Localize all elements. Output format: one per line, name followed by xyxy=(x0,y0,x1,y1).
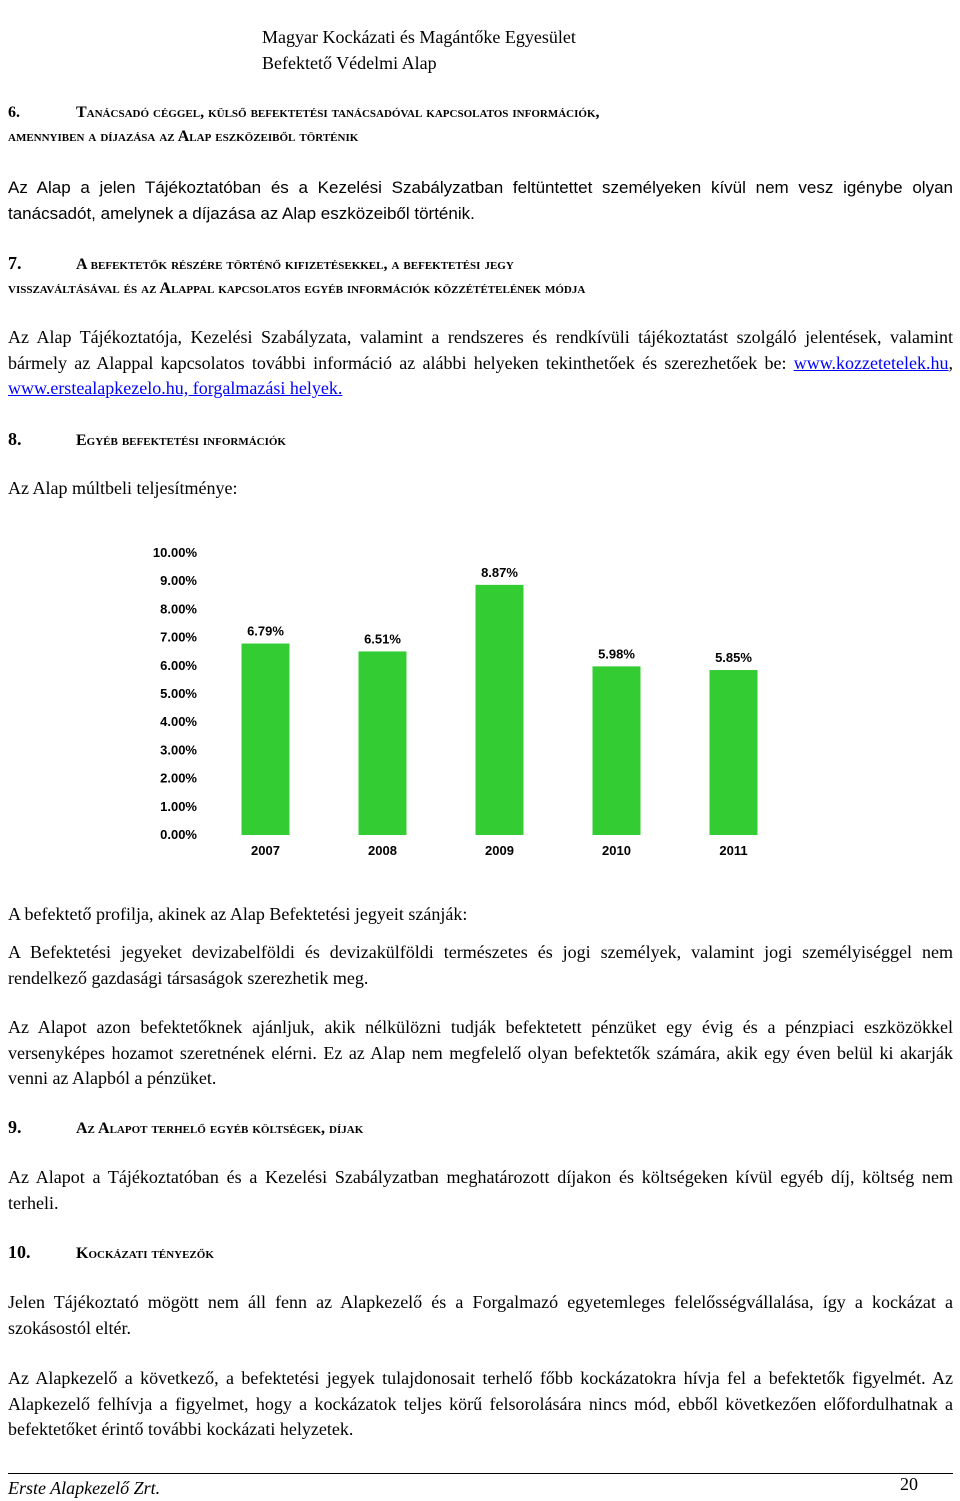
section-7-title-line1: A befektetők részére történő kifizetésekkel, a befektetési jegy xyxy=(76,256,514,273)
performance-label: Az Alap múltbeli teljesítménye: xyxy=(8,478,238,498)
section-9-heading xyxy=(8,1115,953,1141)
bar-2008 xyxy=(359,651,407,835)
section-10-heading xyxy=(8,1240,953,1266)
section-7-title-line2: visszaváltásával és az Alappal kapcsolatos egyéb információk közzétételének módja xyxy=(8,280,586,297)
investor-profile-paragraph-2: Az Alapot azon befektetőknek ajánljuk, akik nélkülözni tudják befektetett pénzüket egy évig és a pénzpiaci eszközökkel versenyképes hozamot szeretnének elérni. Ez az Alap nem megfelelő olyan befektetők számára, akik egy éven belül ki akarják venni az Alapból a pénzüket. xyxy=(8,1017,953,1088)
section-8-number: 8. xyxy=(8,429,22,449)
section-10-paragraph-1: Jelen Tájékoztató mögött nem áll fenn az Alapkezelő és a Forgalmazó egyetemleges felelősségvállalása, így a kockázat a szokásostól eltér. xyxy=(8,1292,953,1338)
section-7-body-text: Az Alap Tájékoztatója, Kezelési Szabályzata, valamint a rendszeres és rendkívüli tájékoztatást szolgáló jelentések, valamint bármely az Alappal kapcsolatos további információ az alábbi helyeken tekinthetőek és szerezhetőek be: xyxy=(8,327,953,373)
y-tick-label: 2.00% xyxy=(160,770,197,786)
bar-2007 xyxy=(242,644,290,835)
header-subtitle: Befektető Védelmi Alap xyxy=(262,53,437,73)
y-tick-label: 3.00% xyxy=(160,742,197,758)
x-tick-label-2009: 2009 xyxy=(485,843,514,858)
section-7-heading xyxy=(8,251,953,301)
data-label-2008: 6.51% xyxy=(364,631,401,647)
page-number: 20 xyxy=(900,1474,918,1494)
y-tick-label: 0.00% xyxy=(160,827,197,842)
data-label-2011: 5.85% xyxy=(715,650,752,666)
section-9-body: Az Alapot a Tájékoztatóban és a Kezelési Szabályzatban meghatározott díjakon és költségeken kívül egyéb díj, költség nem terheli. xyxy=(8,1167,953,1213)
x-tick-label-2011: 2011 xyxy=(719,843,748,858)
section-9-title: Az Alapot terhelő egyéb költségek, díjak xyxy=(76,1120,364,1137)
bar-2009 xyxy=(476,585,524,835)
y-tick-label: 4.00% xyxy=(160,714,197,730)
bar-2010 xyxy=(593,666,641,835)
investor-profile-paragraph-1: A Befektetési jegyeket devizabelföldi és devizakülföldi természetes és jogi személyek, valamint jogi személyiséggel nem rendelkező gazdasági társaságok szerezhetik meg. xyxy=(8,942,953,988)
section-10-paragraph-2: Az Alapkezelő a következő, a befektetési jegyek tulajdonosait terhelő főbb kockázatokra hívja fel a befektetők figyelmét. Az Alapkezelő felhívja a figyelmet, hogy a kockázatok teljes körű felsorolására nincs mód, ebből következően előfordulhatnak a befektetőket érintő további kockázati helyzetek. xyxy=(8,1368,953,1439)
section-7-number: 7. xyxy=(8,253,22,273)
section-6-number: 6. xyxy=(8,104,20,121)
performance-bar-chart xyxy=(140,540,800,862)
bar-2011 xyxy=(710,670,758,835)
section-9-number: 9. xyxy=(8,1117,22,1137)
erstealapkezelo-link[interactable]: www.erstealapkezelo.hu, forgalmazási helyek. xyxy=(8,378,343,398)
investor-profile-heading: A befektető profilja, akinek az Alap Befektetési jegyeit szánják: xyxy=(8,904,468,924)
y-tick-label: 10.00% xyxy=(152,545,197,560)
y-tick-label: 7.00% xyxy=(160,629,197,645)
y-tick-label: 5.00% xyxy=(160,686,197,701)
x-tick-label-2010: 2010 xyxy=(602,843,631,858)
section-8-title: Egyéb befektetési információk xyxy=(76,432,286,449)
section-10-number: 10. xyxy=(8,1242,31,1262)
section-6-title-line2: amennyiben a díjazása az Alap eszközeiből történik xyxy=(8,128,359,145)
link-separator: , xyxy=(948,352,953,373)
data-label-2007: 6.79% xyxy=(247,623,284,639)
footer-company: Erste Alapkezelő Zrt. xyxy=(8,1478,161,1498)
section-8-heading xyxy=(8,427,953,453)
kozzetetelek-link[interactable]: www.kozzetetelek.hu xyxy=(793,352,949,373)
section-10-title: Kockázati tényezők xyxy=(76,1245,214,1262)
section-6-body: Az Alap a jelen Tájékoztatóban és a Kezelési Szabályzatban feltüntettet személyeken kívül nem vesz igénybe olyan tanácsadót, amelynek a díjazása az Alap eszközeiből történik. xyxy=(8,178,953,223)
section-7-body xyxy=(8,325,953,402)
data-label-2009: 8.87% xyxy=(481,564,518,580)
y-tick-label: 9.00% xyxy=(160,573,197,589)
x-tick-label-2008: 2008 xyxy=(368,843,397,858)
header-org: Magyar Kockázati és Magántőke Egyesület xyxy=(262,27,576,47)
footer-divider xyxy=(8,1473,953,1474)
y-tick-label: 8.00% xyxy=(160,601,197,617)
x-tick-label-2007: 2007 xyxy=(251,843,280,858)
y-tick-label: 1.00% xyxy=(160,798,197,814)
data-label-2010: 5.98% xyxy=(598,646,635,662)
y-tick-label: 6.00% xyxy=(160,657,197,673)
section-6-heading xyxy=(8,101,953,149)
section-6-title-line1: Tanácsadó céggel, külső befektetési tanácsadóval kapcsolatos információk, xyxy=(76,104,600,121)
